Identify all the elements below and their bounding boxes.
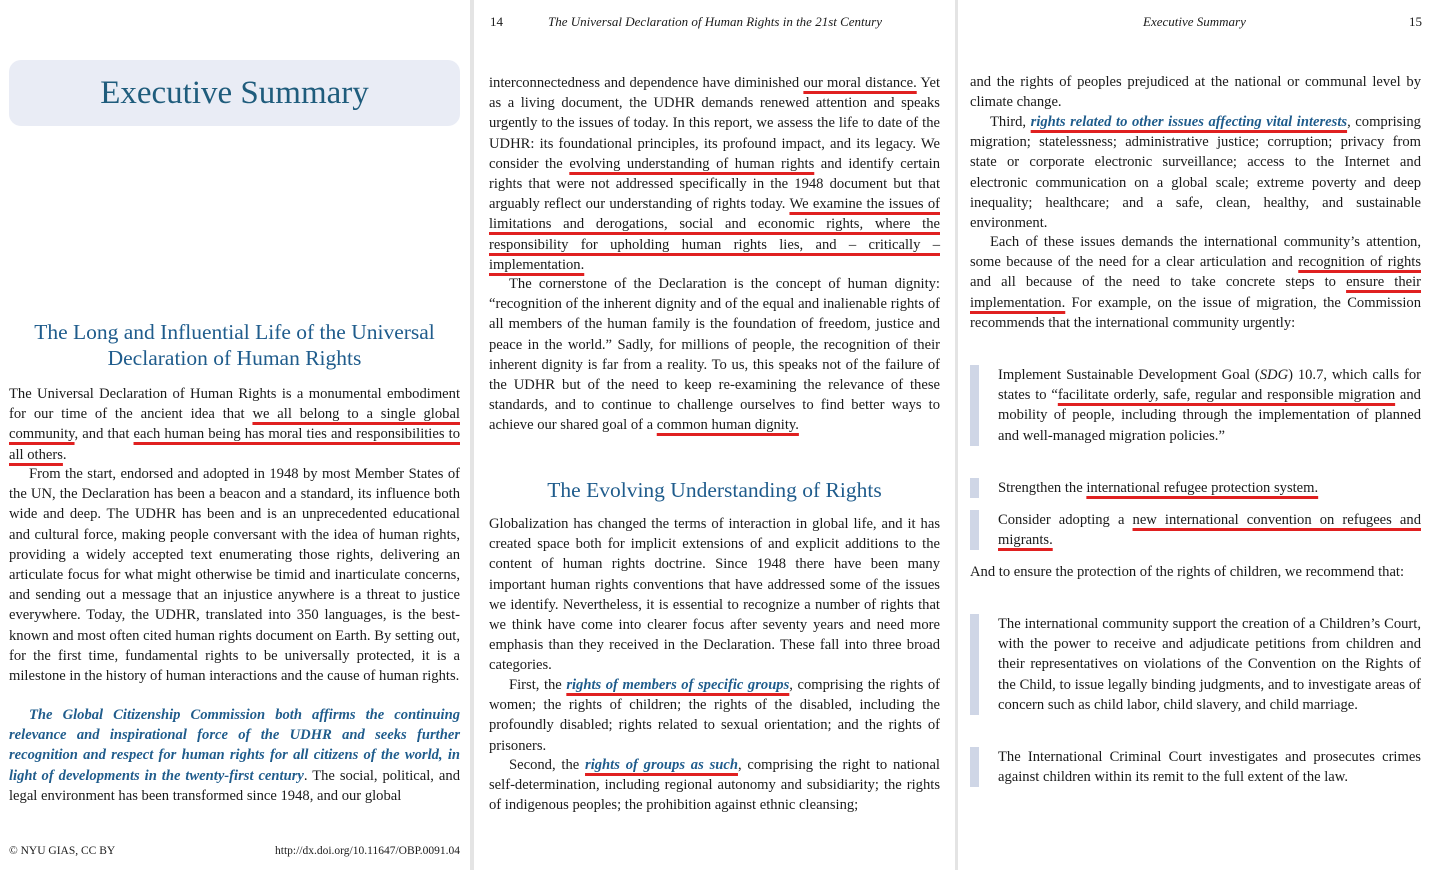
text: and mobility of people, including through the implementation of planned and well-managed migration policies.” (998, 387, 1421, 444)
quote-text: The International Criminal Court investigates and prosecutes crimes against children within its remit to the full extent of the law. (998, 749, 1421, 786)
paragraph: and the rights of peoples prejudiced at the national or communal level by climate change. (970, 74, 1421, 111)
paragraph: And to ensure the protection of the rights of children, we recommend that: (970, 564, 1405, 580)
quote-bar (970, 614, 979, 715)
paragraph (9, 705, 460, 806)
text: Consider adopting a (998, 512, 1133, 528)
text: . The social, political, and legal environment has been transformed since 1948, and our global (9, 767, 460, 804)
highlighted-text: rights of groups as such (585, 757, 738, 773)
emphasis-text: The Global Citizenship Commission both affirms the continuing relevance and inspirational force of the UDHR and seeks further recognition and respect for human rights for all citizens of the world, in light of developments in the twenty-first century (9, 707, 460, 784)
doi-link[interactable]: http://dx.doi.org/10.11647/OBP.0091.04 (275, 845, 460, 857)
text: The Universal Declaration of Human Rights is a monumental embodiment for our time of the ancient idea that (9, 386, 460, 423)
section-heading: The Evolving Understanding of Rights (547, 478, 882, 502)
recommendation-quote (970, 365, 1421, 446)
page-right (958, 0, 1456, 870)
highlighted-text: new international convention on refugees and migrants. (998, 512, 1421, 549)
quote-bar (970, 510, 979, 550)
text: and all because of the need to take concrete steps to (970, 274, 1347, 291)
text: Third, (990, 114, 1031, 130)
emphasis-text: SDG (1259, 367, 1289, 383)
text: ) 10.7, which calls for states to “ (998, 367, 1421, 404)
highlighted-text: international refugee protection system. (1086, 480, 1319, 496)
highlighted-text: evolving understanding of human rights (569, 155, 815, 172)
quote-text (998, 365, 1421, 446)
copyright: © NYU GIAS, CC BY (9, 845, 116, 857)
recommendation-quote (970, 614, 1421, 715)
paragraph (970, 232, 1421, 333)
running-head: Executive Summary (1143, 14, 1246, 29)
text: For example, on the issue of migration, the Commission recommends that the international community urgently: (970, 294, 1421, 331)
quote-bar (970, 365, 979, 446)
paragraph (489, 274, 940, 436)
text: interconnectedness and dependence have diminished (489, 75, 804, 91)
paragraph (970, 112, 1421, 233)
paragraph (489, 755, 940, 816)
highlighted-text: we all belong to a single global community (9, 406, 460, 443)
recommendation-quote (970, 747, 1421, 787)
text: The cornerstone of the Declaration is the concept of human dignity: “recognition of the inherent dignity and of the equal and inalienable rights of all members of the human family is the foundation of freedom, justice and peace in the world.” Sadly, for millions of people, the recognition of their inherent dignity is far from a reality. To us, this speaks not of the failure of the UDHR but of the need to keep re-examining the relevance of these standards, and to continue to challenge ourselves to find better ways to achieve our shared goal of a (489, 276, 940, 434)
page-number: 14 (490, 14, 503, 29)
text: , comprising the right to national self-determination, including regional autonomy and subsidiarity; the rights of indigenous peoples; the prohibition against ethnic cleansing; (489, 757, 940, 814)
text: Yet as a living document, the UDHR demands renewed attention and speaks urgently to the issues of today. In this report, we assess the life to date of the UDHR: its foundational principles, its profound impact, and its legacy. We consider the (489, 75, 940, 172)
text: Implement Sustainable Development Goal ( (998, 367, 1260, 383)
section-heading: The Long and Influential Life of the Universal Declaration of Human Rights (34, 320, 435, 370)
paragraph: Globalization has changed the terms of interaction in global life, and it has created space both for implicit extensions of and explicit additions to the content of human rights doctrine. Since 1948 there have been many important human rights conventions that have addressed some of the issues we identify. Nevertheless, it is essential to recognize a number of rights that we think have come into clearer focus after seventy years and need more emphasis than they received in the Declaration. These fall into three broad categories. (489, 516, 940, 674)
text: Second, the (509, 757, 586, 773)
paragraph (9, 384, 460, 465)
text: First, the (509, 677, 567, 693)
paragraph (489, 73, 940, 275)
quote-text: The international community support the creation of a Children’s Court, with the power to receive and adjudicate petitions from children and their representatives on violations of the Convention on the Rights of the Child, to issue legally binding judgments, and to investigate areas of concern such as child labor, child slavery, and child marriage. (998, 616, 1421, 713)
page-left (0, 0, 470, 870)
highlighted-text: We examine the issues of limitations and derogations, social and economic rights, where the responsibility for upholding human rights lies, and – critically – implementation. (489, 196, 940, 273)
paragraph: From the start, endorsed and adopted in 1948 by most Member States of the UN, the Declaration has been a beacon and a standard, its influence both wide and deep. The UDHR has been and is an unprecedented educational and cultural force, making people conversant with the idea of human rights, providing a widely accepted text enumerating those rights, delivering an articulate focus for what might otherwise be timid and inarticulate concerns, and sending out a message that an injustice anywhere is a threat to justice everywhere. Today, the UDHR, translated into 350 languages, is the best-known and most often cited human rights document on Earth. By setting out, for the first time, fundamental rights to be universally protected, it is a milestone in the history of human interactions and the cause of human rights. (9, 466, 460, 685)
recommendation-quote (970, 510, 1421, 550)
page-middle (474, 0, 955, 870)
running-head: The Universal Declaration of Human Rights in the 21st Century (548, 14, 883, 29)
page-number: 15 (1409, 14, 1422, 29)
highlighted-text: facilitate orderly, safe, regular and responsible migration (1057, 387, 1396, 404)
highlighted-text: each human being has moral ties and responsibilities to all others (9, 426, 460, 463)
title-box (9, 60, 460, 126)
page-title: Executive Summary (100, 75, 369, 111)
text: Each of these issues demands the international community’s attention, some because of the need for a clear articulation and (970, 234, 1421, 271)
highlighted-text: common human dignity. (656, 417, 799, 434)
quote-bar (970, 747, 979, 787)
highlighted-text: our moral distance. (803, 75, 917, 91)
text: and identify certain rights that were not addressed specifically in the 1948 document but that arguably reflect our understanding of rights today. (489, 155, 940, 213)
quote-text (998, 478, 1421, 498)
recommendation-quote (970, 478, 1421, 498)
highlighted-text: recognition of rights (1298, 254, 1421, 271)
text: , comprising migration; statelessness; administrative justice; corruption; privacy from state or corporate electronic surveillance; access to the Internet and electronic communication on a global scale; extreme poverty and deep inequality; healthcare; and a safe, clean, healthy, and sustainable environment. (970, 114, 1421, 232)
text: , and that (74, 426, 134, 443)
quote-bar (970, 478, 979, 498)
highlighted-text: ensure their implementation. (970, 274, 1422, 311)
highlighted-text: rights related to other issues affecting vital interests (1030, 114, 1348, 130)
highlighted-text: rights of members of specific groups (566, 677, 790, 693)
paragraph (489, 675, 940, 756)
text: , comprising the rights of women; the rights of children; the rights of the disabled, including the profoundly disabled; rights related to sexual orientation; and the rights of prisoners. (489, 677, 940, 754)
quote-text (998, 510, 1421, 550)
text: Strengthen the (998, 480, 1087, 496)
text: . (62, 446, 67, 463)
